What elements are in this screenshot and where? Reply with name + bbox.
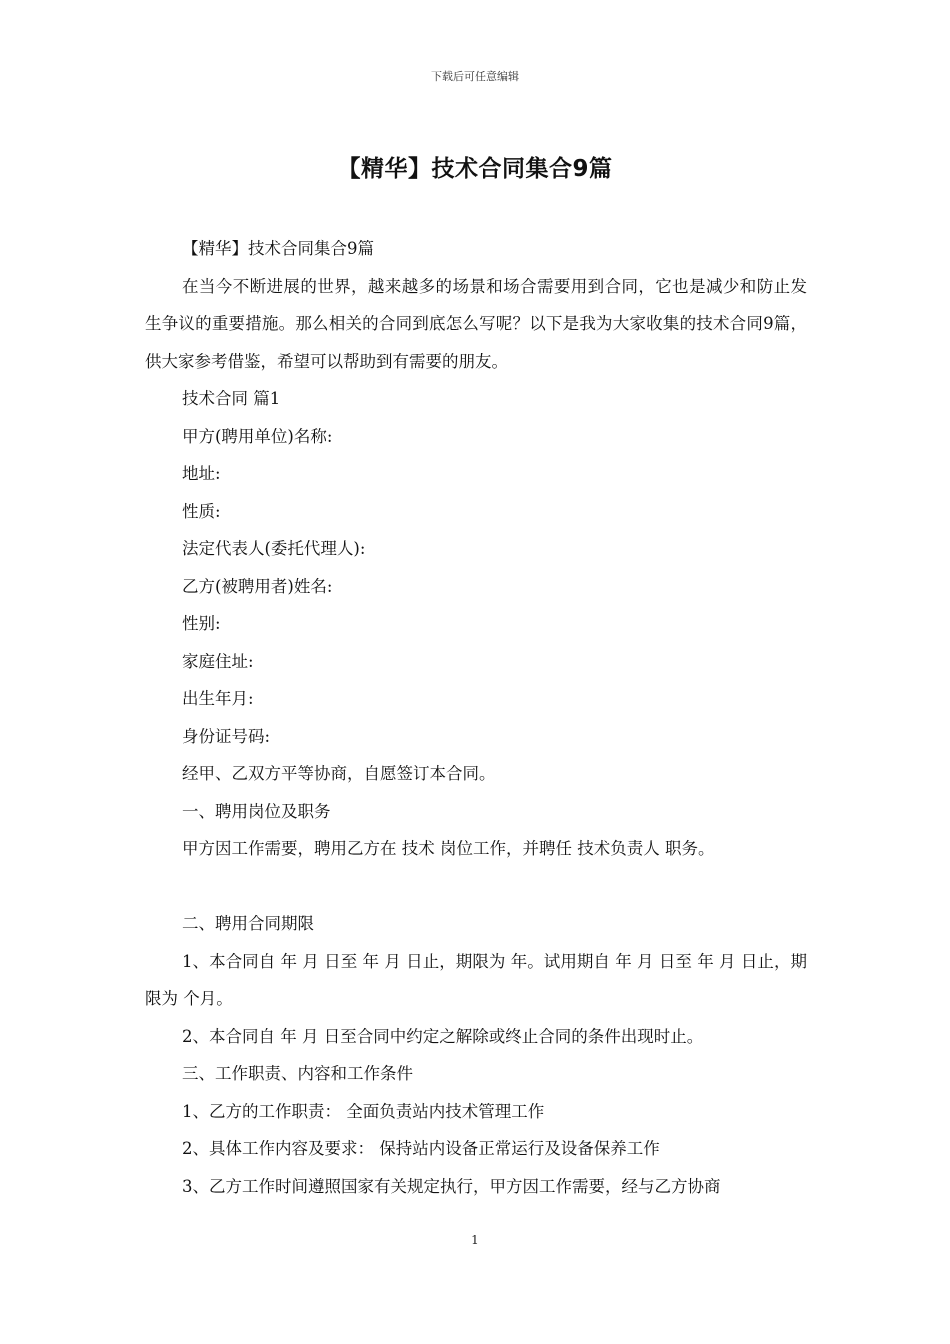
section-heading-part1: 技术合同 篇1 [182, 389, 281, 408]
clause-2-item-2: 2、本合同自 年 月 日至合同中约定之解除或终止合同的条件出现时止。 [182, 1026, 704, 1046]
clause-heading-3: 三、工作职责、内容和工作条件 [182, 1064, 413, 1083]
field-nature: 性质: [182, 501, 221, 521]
field-address: 地址: [182, 464, 221, 483]
field-birth-date: 出生年月: [182, 689, 254, 708]
paragraph-subtitle: 【精华】技术合同集合9篇 [182, 239, 374, 258]
field-gender: 性别: [182, 614, 221, 633]
paragraph-intro: 在当今不断进展的世界，越来越多的场景和场合需要用到合同，它也是减少和防止发生争议的重要措施。那么相关的合同到底怎么写呢？以下是我为大家收集的技术合同9篇，供大家参考借鉴，希望可以帮助到有需要的朋友。 [145, 276, 807, 371]
document-body [145, 230, 825, 1205]
clause-heading-1: 一、聘用岗位及职务 [182, 801, 331, 821]
blank-line [145, 868, 825, 906]
clause-2-item-1: 1、本合同自 年 月 日至 年 月 日止，期限为 年。试用期自 年 月 日至 年 月 日止，期限为 个月。 [145, 951, 807, 1008]
field-legal-representative: 法定代表人(委托代理人): [182, 539, 366, 558]
page-number: 1 [471, 1233, 479, 1247]
clause-heading-2: 二、聘用合同期限 [182, 914, 314, 933]
clause-3-item-3: 3、乙方工作时间遵照国家有关规定执行，甲方因工作需要，经与乙方协商 [182, 1176, 721, 1196]
document-title: 【精华】技术合同集合9篇 [337, 156, 613, 182]
clause-3-item-1: 1、乙方的工作职责： 全面负责站内技术管理工作 [182, 1101, 545, 1121]
paragraph-agreement: 经甲、乙双方平等协商，自愿签订本合同。 [182, 764, 496, 783]
clause-1-text: 甲方因工作需要，聘用乙方在 技术 岗位工作，并聘任 技术负责人 职务。 [182, 839, 715, 858]
field-home-address: 家庭住址: [182, 651, 254, 671]
header-note: 下载后可任意编辑 [431, 70, 519, 83]
field-party-b-name: 乙方(被聘用者)姓名: [182, 576, 333, 596]
field-id-number: 身份证号码: [182, 726, 271, 746]
clause-3-item-2: 2、具体工作内容及要求： 保持站内设备正常运行及设备保养工作 [182, 1139, 660, 1158]
field-party-a-name: 甲方(聘用单位)名称: [182, 426, 333, 446]
